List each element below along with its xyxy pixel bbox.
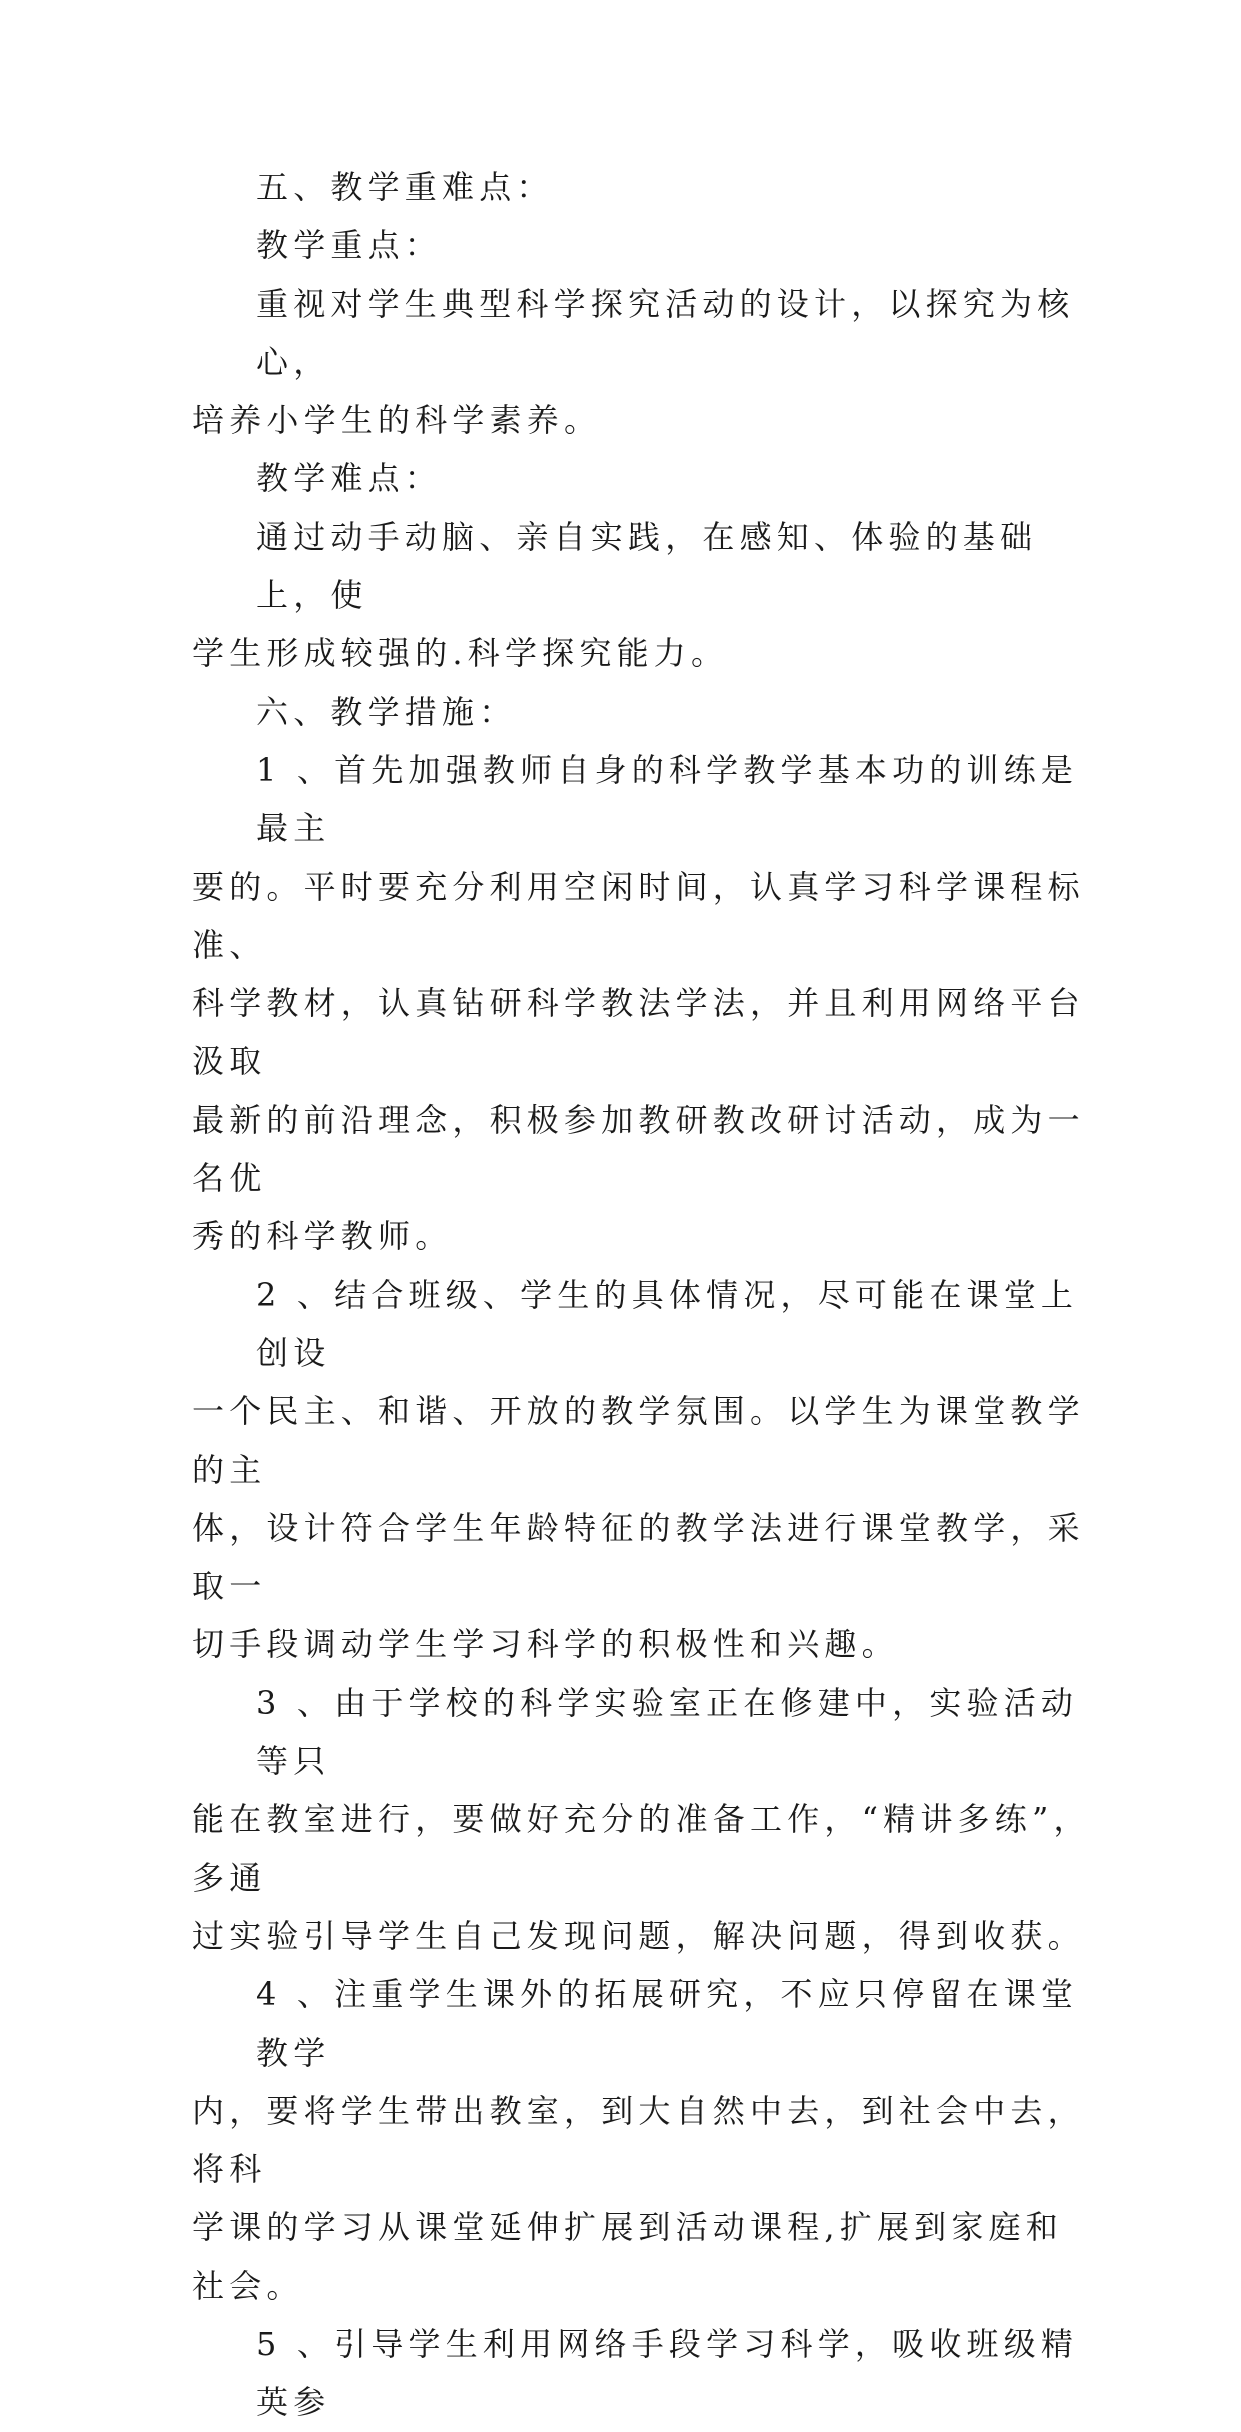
text-line: 1 、首先加强教师自身的科学教学基本功的训练是最主	[256, 750, 1079, 848]
text-line: 内，要将学生带出教室，到大自然中去，到社会中去，将科	[192, 2091, 1085, 2189]
subheading-difficulties: 教学难点：	[256, 459, 443, 498]
text-line: 切手段调动学生学习科学的积极性和兴趣。	[192, 1625, 899, 1664]
text-line: 一个民主、和谐、开放的教学氛围。以学生为课堂教学的主	[192, 1392, 1085, 1489]
text-line: 4 、注重学生课外的拓展研究，不应只停留在课堂教学	[256, 1975, 1079, 2072]
text-line: 通过动手动脑、亲自实践，在感知、体验的基础上，使	[256, 517, 1038, 615]
text-line: 2 、结合班级、学生的具体情况，尽可能在课堂上创设	[256, 1275, 1079, 1372]
text-line: 体，设计符合学生年龄特征的教学法进行课堂教学，采取一	[192, 1508, 1085, 1606]
text-line: 3 、由于学校的科学实验室正在修建中，实验活动等只	[256, 1683, 1079, 1781]
text-line: 学生形成较强的.科学探究能力。	[192, 634, 729, 673]
subheading-key-points: 教学重点：	[256, 226, 443, 265]
text-line: 秀的科学教师。	[192, 1217, 453, 1256]
section-heading-6: 六、教学措施：	[256, 692, 517, 731]
section-heading-5: 五、教学重难点：	[256, 168, 554, 206]
text-line: 学课的学习从课堂延伸扩展到活动课程,扩展到家庭和社会。	[192, 2208, 1063, 2305]
text-line: 重视对学生典型科学探究活动的设计，以探究为核心，	[256, 284, 1075, 381]
text-line: 科学教材，认真钻研科学教法学法，并且利用网络平台汲取	[192, 984, 1085, 1081]
text-line: 培养小学生的科学素养。	[192, 401, 602, 440]
text-line: 要的。平时要充分利用空闲时间，认真学习科学课程标准、	[192, 867, 1085, 964]
text-line: 5 、引导学生利用网络手段学习科学，吸收班级精英参	[256, 2324, 1079, 2422]
text-line: 最新的前沿理念，积极参加教研教改研讨活动，成为一名优	[192, 1100, 1085, 1198]
text-line: 过实验引导学生自己发现问题，解决问题，得到收获。	[192, 1916, 1085, 1955]
text-line: 能在教室进行，要做好充分的准备工作，“精讲多练”，多通	[192, 1800, 1091, 1897]
document-body	[192, 158, 1092, 2432]
